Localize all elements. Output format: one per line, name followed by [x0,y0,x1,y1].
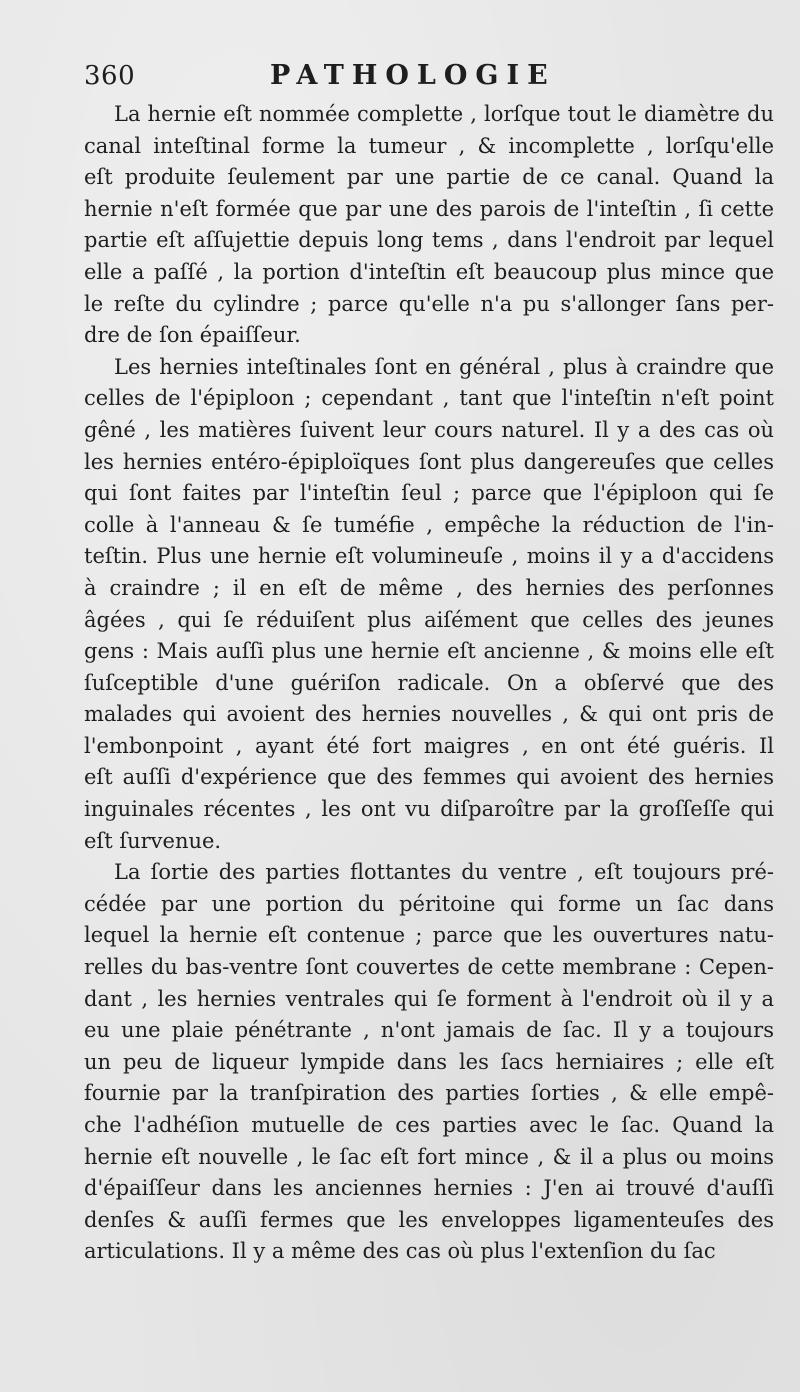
text-line: elle a paſſé , la portion d'inteſtin eſt beaucoup plus mince que [84,259,774,284]
running-head [84,58,764,94]
text-line: canal inteſtinal forme la tumeur , & incomplette , lorſqu'elle [84,133,774,158]
text-line: le reſte du cylindre ; parce qu'elle n'a pu s'allonger ſans per- [84,291,774,316]
text-line: à craindre ; il en eſt de même , des hernies des perſonnes [84,575,774,600]
text-line: inguinales récentes , les ont vu diſparoître par la groſſeſſe qui [84,797,774,822]
text-line: partie eſt aſſujettie depuis long tems , dans l'endroit par lequel [84,228,774,253]
text-line: La hernie eſt nommée complette , lorſque tout le diamètre du [114,102,774,126]
text-line: Les hernies inteſtinales ſont en général , plus à craindre que [114,354,774,379]
text-line: fournie par la tranſpiration des parties ſorties , & elle empê- [84,1081,774,1106]
text-line: La ſortie des parties flottantes du ventre , eſt toujours pré- [114,860,774,885]
text-line: cédée par une portion du péritoine qui forme un ſac dans [84,891,774,916]
text-line: dant , les hernies ventrales qui ſe forment à l'endroit où il y a [84,986,774,1011]
paragraph [84,99,774,352]
text-line: hernie n'eſt formée que par une des parois de l'inteſtin , ſi cette [84,196,774,221]
body-text [84,99,774,1268]
text-line: un peu de liqueur lympide dans les ſacs herniaires ; elle eſt [84,1049,774,1074]
text-line: articulations. Il y a même des cas où plus l'extenſion du ſac [84,1239,716,1264]
text-line: eſt auſſi d'expérience que des femmes qui avoient des hernies [84,765,774,790]
text-line: denſes & auſſi fermes que les enveloppes ligamenteuſes des [84,1207,774,1232]
text-line: âgées , qui ſe réduiſent plus aiſément que celles des jeunes [84,607,774,632]
text-line: les hernies entéro-épiploïques ſont plus dangereuſes que celles [84,449,774,474]
text-line: teſtin. Plus une hernie eſt volumineuſe , moins il y a d'accidens [84,544,774,569]
text-line: malades qui avoient des hernies nouvelles , & qui ont pris de [84,702,774,727]
paragraph [84,352,774,858]
paragraph [84,857,774,1268]
text-line: gêné , les matières ſuivent leur cours naturel. Il y a des cas où [84,417,774,442]
text-line: che l'adhéſion mutuelle de ces parties avec le ſac. Quand la [84,1113,774,1137]
text-line: d'épaiſſeur dans les anciennes hernies : J'en ai trouvé d'auſſi [84,1176,774,1201]
running-title: PATHOLOGIE [270,60,556,91]
text-line: celles de l'épiploon ; cependant , tant que l'inteſtin n'eſt point [84,386,774,411]
text-line: relles du bas-ventre ſont couvertes de cette membrane : Cepen- [84,955,774,980]
text-line: eſt produite ſeulement par une partie de ce canal. Quand la [84,165,774,190]
page-number: 360 [84,61,136,91]
text-line: dre de ſon épaiſſeur. [84,323,301,348]
text-line: qui ſont faites par l'inteſtin ſeul ; parce que l'épiploon qui ſe [84,481,774,506]
text-line: l'embonpoint , ayant été fort maigres , en ont été guéris. Il [84,733,774,758]
text-line: eu une plaie pénétrante , n'ont jamais de ſac. Il y a toujours [84,1018,774,1043]
text-line: hernie eſt nouvelle , le ſac eſt fort mince , & il a plus ou moins [84,1144,774,1169]
text-line: lequel la hernie eſt contenue ; parce que les ouvertures natu- [84,923,774,948]
text-line: ſuſceptible d'une guériſon radicale. On a obſervé que des [84,670,774,695]
text-line: eſt ſurvenue. [84,828,222,853]
text-line: gens : Mais auſſi plus une hernie eſt ancienne , & moins elle eſt [84,639,774,664]
text-line: colle à l'anneau & ſe tuméfie , empêche la réduction de l'in- [84,512,774,537]
